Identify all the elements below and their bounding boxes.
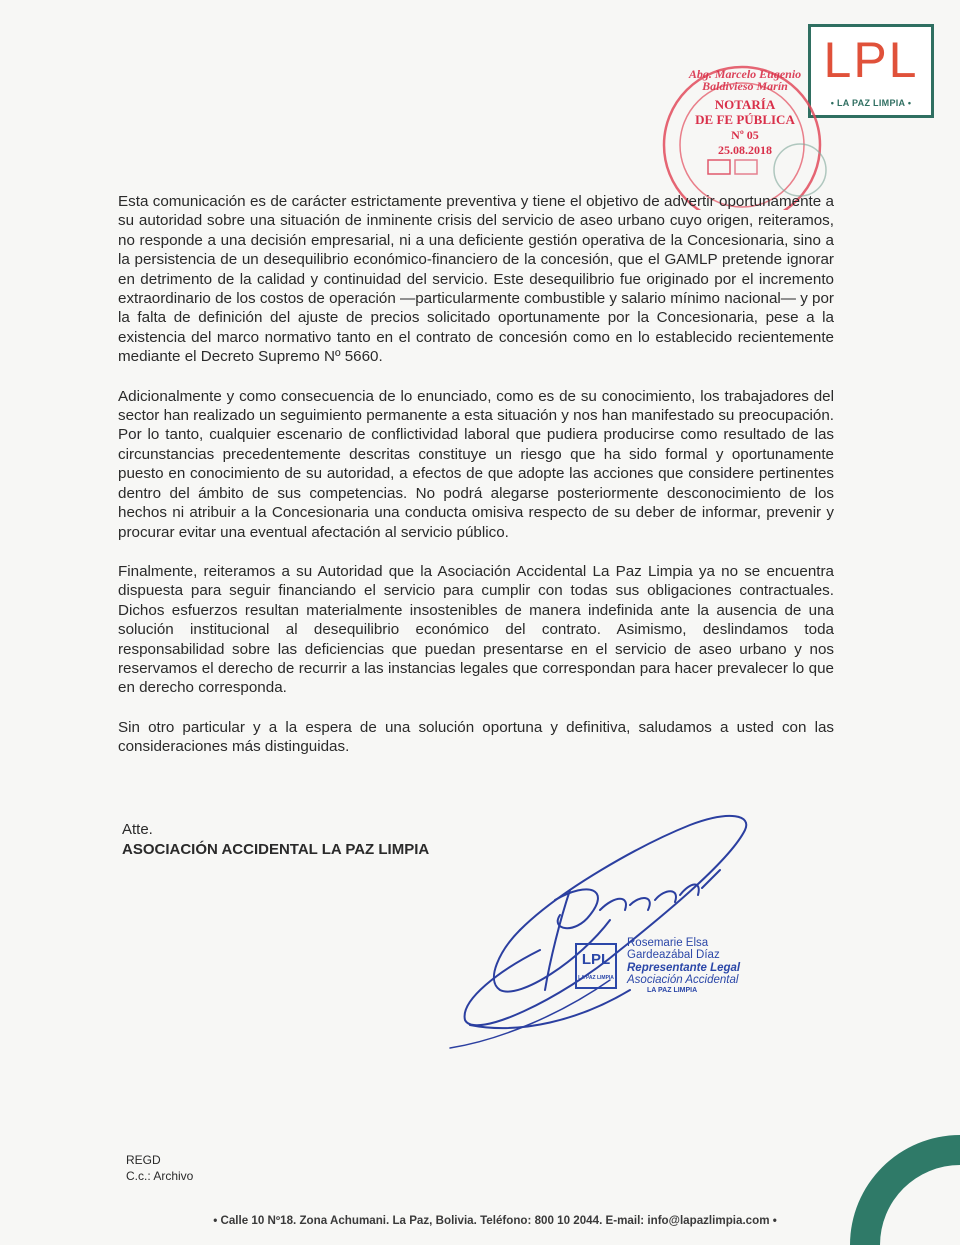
body-paragraph: Sin otro particular y a la espera de una solución oportuna y definitiva, saludamos a usted con las consideraciones más distinguidas. <box>118 718 834 756</box>
stamp-org-2: LA PAZ LIMPIA <box>647 987 698 994</box>
stamp-name-1: Rosemarie Elsa <box>627 937 709 949</box>
seal-title-1: NOTARÍA <box>714 97 776 112</box>
stamp-logo <box>575 943 617 989</box>
stamp-name-2: Gardeazábal Díaz <box>627 949 720 961</box>
handwritten-signature <box>440 800 770 1060</box>
logo-mark: LPL <box>823 32 919 88</box>
footer-contact: • Calle 10 Nº18. Zona Achumani. La Paz, Bolivia. Teléfono: 800 10 2044. E-mail: info@lapazlimpia.com • <box>213 1214 777 1227</box>
logo-subtitle: • LA PAZ LIMPIA • <box>830 98 912 108</box>
stamp-logo-mark: LPL <box>581 951 611 968</box>
notary-seal <box>650 60 835 210</box>
stamp-org: Asociación Accidental <box>627 974 739 986</box>
cc-text: C.c.: Archivo <box>126 1169 194 1183</box>
legal-rep-stamp <box>575 935 755 995</box>
closing-salutation: Atte. <box>122 821 153 838</box>
seal-date: 25.08.2018 <box>718 143 772 157</box>
closing-block <box>122 820 429 860</box>
closing-organization: ASOCIACIÓN ACCIDENTAL LA PAZ LIMPIA <box>122 841 430 858</box>
signature-graphic <box>440 800 770 1060</box>
references-block <box>126 1152 193 1184</box>
seal-number: Nº 05 <box>731 128 759 142</box>
body-paragraph: Finalmente, reiteramos a su Autoridad que la Asociación Accidental La Paz Limpia ya no se encuentra dispuesta para seguir financiando el servicio para cumplir con todas sus obligaciones contractuales. Dichos esfuerzos resultan materialmente insostenibles de manera indefinida ante la ausencia de una solución institucional al desequilibrio económico del contrato. Asimismo, deslindamos toda responsabilidad sobre las deficiencias que puedan presentarse en el servicio de aseo urbano y nos reservamos el derecho de recurrir a las instancias legales que correspondan para hacer prevalecer lo que en derecho corresponda. <box>118 562 834 697</box>
regd-text: REGD <box>126 1153 161 1167</box>
body-paragraph: Adicionalmente y como consecuencia de lo enunciado, como es de su conocimiento, los trabajadores del sector han realizado un seguimiento permanente a esta situación y nos han manifestado su preocupación. Por lo tanto, cualquier escenario de conflictividad laboral que pudiera producirse como resultado de las circunstancias precedentemente descritas constituye un riesgo que ha sido formal y oportunamente puesto en conocimiento de su autoridad, a efectos de que adopte las acciones que considere pertinentes dentro del ámbito de sus competencias. No podrá alegarse posteriormente desconocimiento de los hechos ni atribuir a la Concesionaria una conducta omisiva respecto de su deber de informar, prevenir y procurar evitar una eventual afectación al servicio público. <box>118 387 834 541</box>
stamp-logo-sub: LA PAZ LIMPIA <box>578 975 614 981</box>
body-paragraph: Esta comunicación es de carácter estrictamente preventiva y tiene el objetivo de advertir oportunamente a su autoridad sobre una situación de inminente crisis del servicio de aseo urbano cuyo origen, reiteramos, no responde a una decisión empresarial, ni a una deficiente gestión operativa de la Concesionaria, sino a la persistencia de un desequilibrio económico-financiero de la concesión, que el GAMLP pretende ignorar en detrimento de la calidad y continuidad del servicio. Este desequilibrio fue originado por el incremento extraordinario de los costos de operación —particularmente combustible y salario mínimo nacional— y por la falta de definición del ajuste de precios solicitado oportunamente por la Concesionaria, pese a la existencia del marco normativo tanto en el contrato de concesión como en lo establecido recientemente mediante el Decreto Supremo Nº 5660. <box>118 193 834 366</box>
seal-outer-text: Abg. Marcelo Eugenio Baldivieso Marín <box>688 67 802 93</box>
stamp-role: Representante Legal <box>627 962 741 974</box>
seal-title-2: DE FE PÚBLICA <box>695 112 795 127</box>
letter-body <box>118 192 834 777</box>
